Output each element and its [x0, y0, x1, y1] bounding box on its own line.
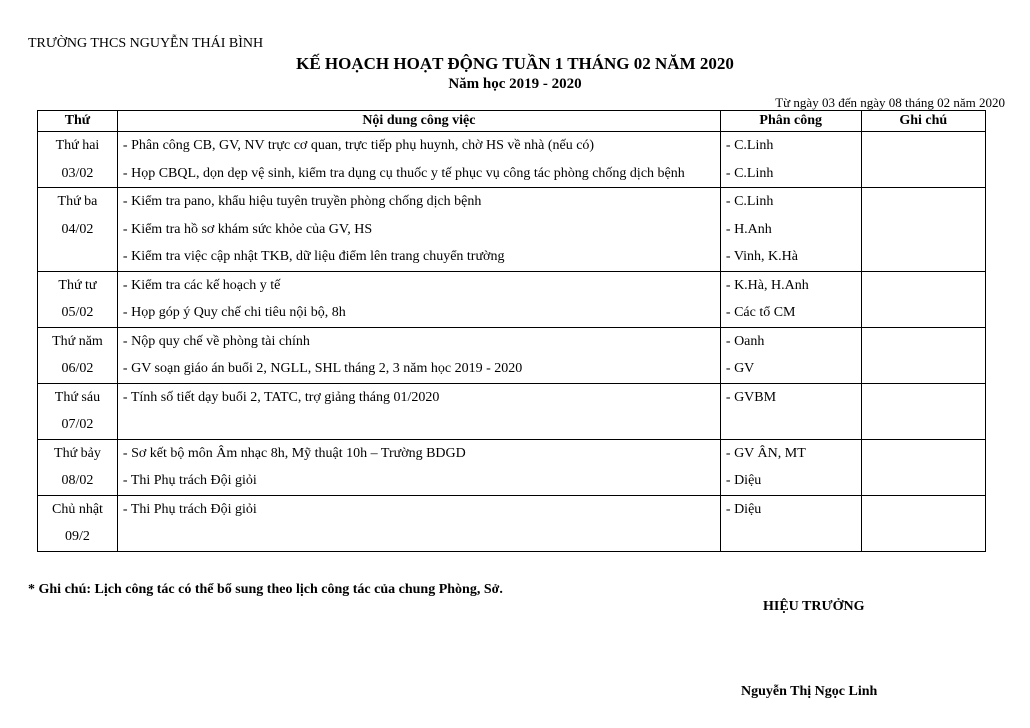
task-item: - Họp góp ý Quy chế chi tiêu nội bộ, 8h — [122, 305, 346, 320]
assignee-item: - H.Anh — [725, 221, 772, 237]
signature-name: Nguyễn Thị Ngọc Linh — [741, 684, 878, 699]
day-cell — [38, 327, 118, 383]
day-cell — [38, 439, 118, 495]
task-item: - Kiểm tra các kế hoạch y tế — [122, 277, 281, 293]
day-cell — [38, 188, 118, 272]
note-cell — [861, 383, 985, 439]
content-cell — [117, 188, 720, 272]
table-row — [38, 271, 986, 327]
column-header-content: Nội dung công việc — [117, 111, 720, 132]
task-item: - GV soạn giáo án buổi 2, NGLL, SHL tháng 2, 3 năm học 2019 - 2020 — [122, 361, 523, 376]
day-name: Thứ năm — [52, 333, 103, 349]
assignee-item: - Các tổ CM — [725, 305, 796, 320]
day-date: 05/02 — [61, 305, 94, 320]
column-header-note: Ghi chú — [861, 111, 985, 132]
note-cell — [861, 327, 985, 383]
note-cell — [861, 188, 985, 272]
day-cell — [38, 132, 118, 188]
day-name: Chủ nhật — [51, 501, 103, 517]
day-cell — [38, 495, 118, 551]
column-header-day: Thứ — [38, 111, 118, 132]
task-item: - Kiểm tra pano, khẩu hiệu tuyên truyền phòng chống dịch bệnh — [122, 194, 482, 209]
note-cell — [861, 132, 985, 188]
task-item: - Nộp quy chế về phòng tài chính — [122, 333, 310, 349]
assignee-cell — [720, 188, 861, 272]
table-row — [38, 188, 986, 272]
date-range: Từ ngày 03 đến ngày 08 tháng 02 năm 2020 — [775, 95, 1005, 110]
assignee-item: - C.Linh — [725, 165, 774, 181]
assignee-item: - Diệu — [725, 501, 762, 517]
assignee-item: - GV — [725, 361, 755, 376]
assignee-item: - C.Linh — [725, 138, 774, 153]
content-cell — [117, 383, 720, 439]
assignee-item: - C.Linh — [725, 194, 774, 209]
table-row — [38, 495, 986, 551]
day-name: Thứ hai — [55, 138, 100, 153]
task-item: - Tính số tiết dạy buổi 2, TATC, trợ giảng tháng 01/2020 — [122, 389, 440, 405]
note-cell — [861, 271, 985, 327]
task-item: - Thi Phụ trách Đội giỏi — [122, 473, 257, 488]
weekly-plan-table — [37, 110, 986, 552]
assignee-cell — [720, 271, 861, 327]
school-name: TRƯỜNG THCS NGUYỄN THÁI BÌNH — [28, 36, 264, 51]
column-header-assignee: Phân công — [720, 111, 861, 132]
assignee-item: - Diệu — [725, 473, 762, 488]
table-header-row — [38, 111, 986, 132]
task-item: - Phân công CB, GV, NV trực cơ quan, trực tiếp phụ huynh, chờ HS về nhà (nếu có) — [122, 138, 595, 153]
day-date: 03/02 — [61, 165, 94, 181]
task-item: - Sơ kết bộ môn Âm nhạc 8h, Mỹ thuật 10h – Trường BDGD — [122, 445, 466, 461]
signature-title: HIỆU TRƯỞNG — [763, 599, 865, 614]
day-name: Thứ bảy — [54, 445, 101, 461]
task-item: - Kiểm tra việc cập nhật TKB, dữ liệu điểm lên trang chuyển trường — [122, 249, 505, 264]
day-name: Thứ ba — [57, 194, 98, 209]
note-cell — [861, 495, 985, 551]
assignee-item: - K.Hà, H.Anh — [725, 277, 809, 293]
school-year: Năm học 2019 - 2020 — [448, 76, 582, 92]
footnote: * Ghi chú: Lịch công tác có thể bổ sung theo lịch công tác của chung Phòng, Sở. — [28, 582, 503, 597]
assignee-item: - GVBM — [725, 389, 777, 405]
day-date: 08/02 — [61, 473, 94, 488]
day-date: 04/02 — [61, 221, 94, 237]
assignee-cell — [720, 495, 861, 551]
day-cell — [38, 383, 118, 439]
day-name: Thứ sáu — [54, 389, 101, 405]
task-item: - Kiểm tra hồ sơ khám sức khỏe của GV, HS — [122, 221, 373, 237]
day-date: 07/02 — [61, 417, 94, 432]
table-row — [38, 132, 986, 188]
content-cell — [117, 495, 720, 551]
table-row — [38, 439, 986, 495]
note-cell — [861, 439, 985, 495]
table-row — [38, 383, 986, 439]
day-cell — [38, 271, 118, 327]
assignee-cell — [720, 132, 861, 188]
document-title: KẾ HOẠCH HOẠT ĐỘNG TUẦN 1 THÁNG 02 NĂM 2020 — [296, 54, 734, 73]
table-row — [38, 327, 986, 383]
task-item: - Thi Phụ trách Đội giỏi — [122, 501, 257, 517]
assignee-cell — [720, 383, 861, 439]
task-item: - Họp CBQL, dọn dẹp vệ sinh, kiểm tra dụng cụ thuốc y tế phục vụ công tác phòng chống dịch bệnh — [122, 165, 685, 181]
content-cell — [117, 439, 720, 495]
content-cell — [117, 271, 720, 327]
content-cell — [117, 327, 720, 383]
assignee-item: - Oanh — [725, 333, 765, 349]
assignee-cell — [720, 439, 861, 495]
day-date: 09/2 — [65, 529, 90, 544]
day-name: Thứ tư — [58, 277, 97, 293]
assignee-item: - Vinh, K.Hà — [725, 249, 798, 264]
day-date: 06/02 — [61, 361, 94, 376]
assignee-cell — [720, 327, 861, 383]
assignee-item: - GV ÂN, MT — [725, 445, 806, 461]
content-cell — [117, 132, 720, 188]
